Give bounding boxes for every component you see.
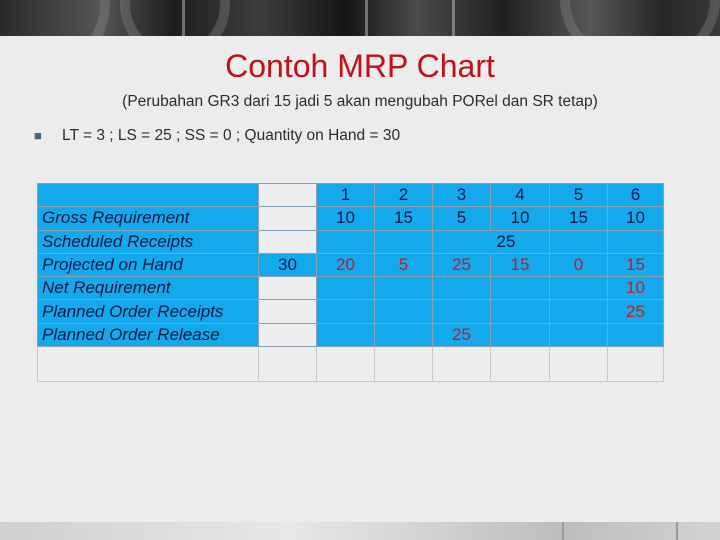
mrp-table bbox=[37, 183, 664, 382]
blank-cell bbox=[375, 347, 433, 382]
table-cell bbox=[550, 277, 608, 300]
row-label: Planned Order Receipts bbox=[38, 300, 259, 323]
initial-cell bbox=[259, 207, 317, 230]
table-cell: 25 bbox=[433, 253, 491, 276]
header-corner-cell bbox=[38, 184, 259, 207]
initial-cell bbox=[259, 323, 317, 346]
table-cell: 10 bbox=[317, 207, 375, 230]
table-cell: 20 bbox=[317, 253, 375, 276]
table-cell: 10 bbox=[491, 207, 550, 230]
table-cell bbox=[491, 323, 550, 346]
blank-cell bbox=[317, 347, 375, 382]
row-label: Gross Requirement bbox=[38, 207, 259, 230]
table-cell: 25 bbox=[433, 323, 491, 346]
table-cell bbox=[317, 323, 375, 346]
period-header: 5 bbox=[550, 184, 608, 207]
table-cell bbox=[433, 277, 491, 300]
table-cell bbox=[608, 230, 664, 253]
period-header: 6 bbox=[608, 184, 664, 207]
planned-order-release-row bbox=[38, 323, 664, 346]
table-cell: 5 bbox=[433, 207, 491, 230]
blank-cell bbox=[433, 347, 491, 382]
blank-cell bbox=[38, 347, 259, 382]
period-header: 4 bbox=[491, 184, 550, 207]
row-label: Planned Order Release bbox=[38, 323, 259, 346]
table-cell bbox=[608, 323, 664, 346]
planned-order-receipts-row bbox=[38, 300, 664, 323]
decorative-header-banner bbox=[0, 0, 720, 36]
row-label: Scheduled Receipts bbox=[38, 230, 259, 253]
gross-requirement-row bbox=[38, 207, 664, 230]
parameter-text: LT = 3 ; LS = 25 ; SS = 0 ; Quantity on Hand = 30 bbox=[62, 127, 401, 144]
table-cell: 5 bbox=[375, 253, 433, 276]
row-label: Net Requirement bbox=[38, 277, 259, 300]
initial-cell bbox=[259, 300, 317, 323]
table-cell: 15 bbox=[608, 253, 664, 276]
period-header-row bbox=[38, 184, 664, 207]
projected-on-hand-row bbox=[38, 253, 664, 276]
table-cell bbox=[491, 277, 550, 300]
square-bullet-icon: ■ bbox=[34, 128, 42, 143]
parameter-bullet bbox=[34, 126, 684, 146]
table-cell bbox=[491, 300, 550, 323]
table-cell bbox=[550, 230, 608, 253]
initial-cell bbox=[259, 277, 317, 300]
table-cell bbox=[550, 300, 608, 323]
initial-cell bbox=[259, 230, 317, 253]
row-label: Projected on Hand bbox=[38, 253, 259, 276]
scheduled-receipt-cell: 25 bbox=[433, 230, 550, 253]
table-cell: 15 bbox=[491, 253, 550, 276]
table-cell bbox=[375, 277, 433, 300]
table-cell bbox=[317, 230, 375, 253]
slide-title: Contoh MRP Chart bbox=[225, 48, 495, 84]
table-cell: 25 bbox=[608, 300, 664, 323]
table-cell bbox=[317, 300, 375, 323]
scheduled-receipts-row bbox=[38, 230, 664, 253]
net-requirement-row bbox=[38, 277, 664, 300]
decorative-footer-banner bbox=[0, 522, 720, 540]
period-header: 2 bbox=[375, 184, 433, 207]
initial-on-hand-cell: 30 bbox=[259, 253, 317, 276]
table-cell: 15 bbox=[375, 207, 433, 230]
period-header: 3 bbox=[433, 184, 491, 207]
table-cell bbox=[375, 300, 433, 323]
header-initial-cell bbox=[259, 184, 317, 207]
table-cell: 10 bbox=[608, 207, 664, 230]
table-cell bbox=[433, 300, 491, 323]
table-cell: 10 bbox=[608, 277, 664, 300]
table-cell bbox=[375, 323, 433, 346]
blank-cell bbox=[491, 347, 550, 382]
blank-row bbox=[38, 347, 664, 382]
table-cell: 15 bbox=[550, 207, 608, 230]
slide-subtitle: (Perubahan GR3 dari 15 jadi 5 akan mengubah PORel dan SR tetap) bbox=[122, 93, 598, 110]
table-cell bbox=[375, 230, 433, 253]
blank-cell bbox=[550, 347, 608, 382]
blank-cell bbox=[608, 347, 664, 382]
blank-cell bbox=[259, 347, 317, 382]
table-cell bbox=[317, 277, 375, 300]
period-header: 1 bbox=[317, 184, 375, 207]
table-cell bbox=[550, 323, 608, 346]
table-cell: 0 bbox=[550, 253, 608, 276]
